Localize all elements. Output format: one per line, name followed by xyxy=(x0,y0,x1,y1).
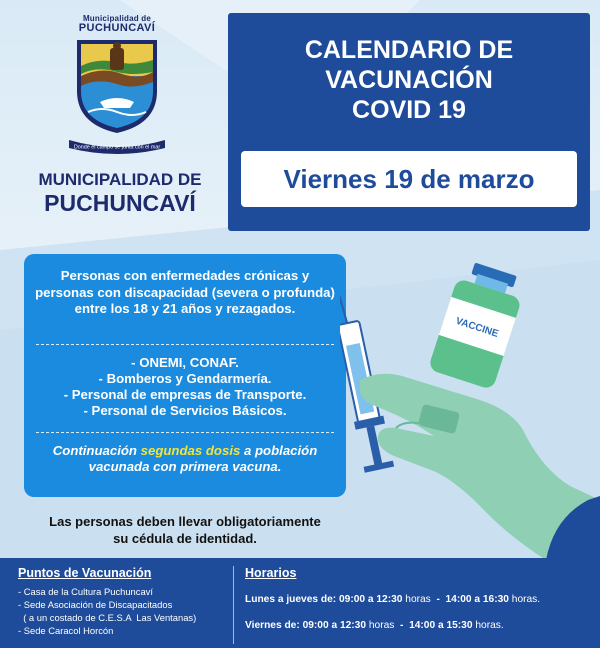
second-dose-prefix: Continuación xyxy=(52,443,141,458)
hours-row-label: Lunes a jueves de: xyxy=(245,594,339,605)
vaccine-illustration xyxy=(340,250,600,560)
hours-unit: horas. xyxy=(472,620,504,631)
vaccination-date: Viernes 19 de marzo xyxy=(283,163,535,194)
list-item: - Sede Asociación de Discapacitados xyxy=(18,599,173,610)
points-heading: Puntos de Vacunación xyxy=(18,566,152,580)
logo-motto-ribbon xyxy=(67,138,167,154)
calendar-title xyxy=(228,35,590,125)
hours-range: 14:00 a 16:30 xyxy=(445,594,509,605)
calendar-title-line2: VACUNACIÓN xyxy=(325,66,493,94)
list-item: - Bomberos y Gendarmería. xyxy=(98,371,272,386)
list-item: - Personal de Servicios Básicos. xyxy=(83,403,287,418)
municipality-title xyxy=(30,170,210,217)
id-card-notice-line2: su cédula de identidad. xyxy=(113,531,257,546)
municipality-logo xyxy=(62,14,172,154)
logo-motto: Donde el campo se junta con el mar xyxy=(73,144,161,151)
eligibility-text: Personas con enfermedades crónicas y personas con discapacidad (severa o profunda) entre los 18 y 21 años y rezagados. xyxy=(35,268,335,316)
footer-divider xyxy=(233,566,234,644)
eligible-groups-list xyxy=(34,355,336,419)
calendar-title-line1: CALENDARIO DE xyxy=(304,36,514,64)
logo-small-text: Municipalidad de xyxy=(82,14,152,23)
calendar-title-line3: COVID 19 xyxy=(352,96,466,124)
municipality-title-line1: MUNICIPALIDAD DE xyxy=(38,170,202,189)
calendar-header xyxy=(228,13,590,231)
hours-range: 09:00 a 12:30 xyxy=(339,594,403,605)
list-item: - Sede Caracol Horcón xyxy=(18,625,114,636)
id-card-notice-line1: Las personas deben llevar obligatoriamente xyxy=(49,514,321,529)
gloved-hand-icon xyxy=(360,374,600,560)
hours-row-label: Viernes de: xyxy=(245,620,303,631)
vial-label: VACCINE xyxy=(454,315,500,340)
list-item: ( a un costado de C.E.S.A Las Ventanas) xyxy=(18,612,197,623)
eligibility-box xyxy=(24,254,346,497)
second-dose-suffix: a población vacunada con primera vacuna. xyxy=(88,443,318,474)
second-dose-highlight: segundas dosis xyxy=(140,443,241,458)
municipality-title-line2: PUCHUNCAVÍ xyxy=(44,190,196,216)
list-item: - ONEMI, CONAF. xyxy=(131,355,239,370)
points-list xyxy=(18,585,196,637)
coat-of-arms-icon xyxy=(72,36,162,136)
hours-separator: - xyxy=(394,620,410,631)
hours-heading: Horarios xyxy=(245,566,297,580)
id-card-notice xyxy=(20,513,350,547)
hours-row-weekdays xyxy=(245,594,540,605)
second-dose-text xyxy=(36,443,334,475)
hours-row-friday xyxy=(245,620,504,631)
hours-unit: horas xyxy=(366,620,395,631)
divider xyxy=(36,344,334,345)
hours-unit: horas xyxy=(402,594,431,605)
hours-unit: horas. xyxy=(508,594,541,605)
logo-big-text: PUCHUNCAVÍ xyxy=(78,22,156,34)
hours-range: 09:00 a 12:30 xyxy=(302,620,367,631)
hours-range: 14:00 a 15:30 xyxy=(409,620,473,631)
date-box xyxy=(241,151,577,207)
list-item: - Casa de la Cultura Puchuncaví xyxy=(18,586,153,597)
divider xyxy=(36,432,334,433)
hours-separator: - xyxy=(430,594,446,605)
vaccine-vial-icon xyxy=(428,259,529,390)
list-item: - Personal de empresas de Transporte. xyxy=(63,387,307,402)
footer-band xyxy=(0,558,600,648)
